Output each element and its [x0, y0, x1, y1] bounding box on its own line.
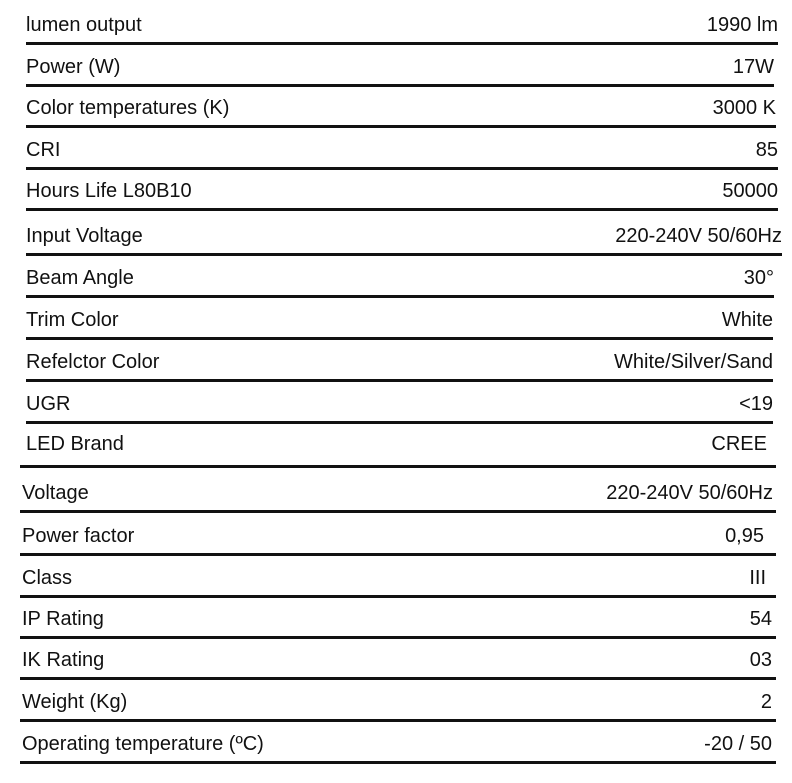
spec-value: 220-240V 50/60Hz [606, 482, 773, 504]
spec-label: IK Rating [22, 649, 105, 671]
spec-value: 2 [760, 691, 772, 713]
spec-row-lumen-output [26, 3, 778, 45]
spec-label: Operating temperature (ºC) [22, 733, 264, 755]
spec-row-operating-temperature [20, 722, 776, 764]
spec-row-trim-color [26, 298, 773, 340]
spec-row-ip-rating [20, 597, 776, 639]
spec-row-power [26, 45, 774, 87]
row-divider [20, 510, 776, 513]
spec-row-power-factor [20, 514, 776, 556]
spec-label: Hours Life L80B10 [26, 180, 192, 202]
spec-value: 220-240V 50/60Hz [615, 225, 782, 247]
spec-value: 3000 K [712, 97, 776, 119]
spec-row-hours-life [26, 169, 778, 211]
row-divider [26, 421, 773, 424]
spec-label: Beam Angle [26, 267, 134, 289]
spec-row-ik-rating [20, 638, 776, 680]
spec-value: III [749, 567, 766, 589]
spec-label: CRI [26, 139, 61, 161]
spec-value: CREE [711, 433, 767, 455]
spec-value: 0,95 [725, 525, 764, 547]
spec-label: Power factor [22, 525, 135, 547]
row-divider [26, 208, 778, 211]
spec-value: 17W [732, 56, 774, 78]
spec-row-voltage [20, 471, 776, 513]
spec-value: 30° [743, 267, 774, 289]
spec-value: 54 [749, 608, 772, 630]
spec-row-reflector-color [26, 340, 773, 382]
spec-label: lumen output [26, 14, 142, 36]
spec-label: Input Voltage [26, 225, 143, 247]
spec-label: Power (W) [26, 56, 121, 78]
spec-value: 03 [749, 649, 772, 671]
spec-row-cri [26, 128, 778, 170]
spec-label: Class [22, 567, 73, 589]
spec-label: Voltage [22, 482, 89, 504]
spec-label: LED Brand [26, 433, 124, 455]
spec-value: 1990 lm [706, 14, 778, 36]
spec-row-beam-angle [26, 256, 774, 298]
spec-value: 85 [755, 139, 778, 161]
spec-row-input-voltage [26, 214, 782, 256]
spec-label: IP Rating [22, 608, 104, 630]
spec-value: 50000 [722, 180, 778, 202]
row-divider [20, 761, 776, 764]
spec-value: White/Silver/Sand [614, 351, 773, 373]
spec-label: UGR [26, 393, 71, 415]
spec-row-color-temperature [26, 86, 776, 128]
spec-label: Trim Color [26, 309, 119, 331]
spec-value: White [721, 309, 773, 331]
spec-label: Color temperatures (K) [26, 97, 230, 119]
spec-row-class [20, 556, 776, 598]
spec-row-led-brand [20, 426, 776, 468]
spec-value: <19 [739, 393, 773, 415]
spec-label: Weight (Kg) [22, 691, 128, 713]
spec-value: -20 / 50 [704, 733, 772, 755]
spec-row-weight [20, 680, 776, 722]
spec-row-ugr [26, 382, 773, 424]
spec-label: Refelctor Color [26, 351, 160, 373]
row-divider [20, 465, 776, 468]
